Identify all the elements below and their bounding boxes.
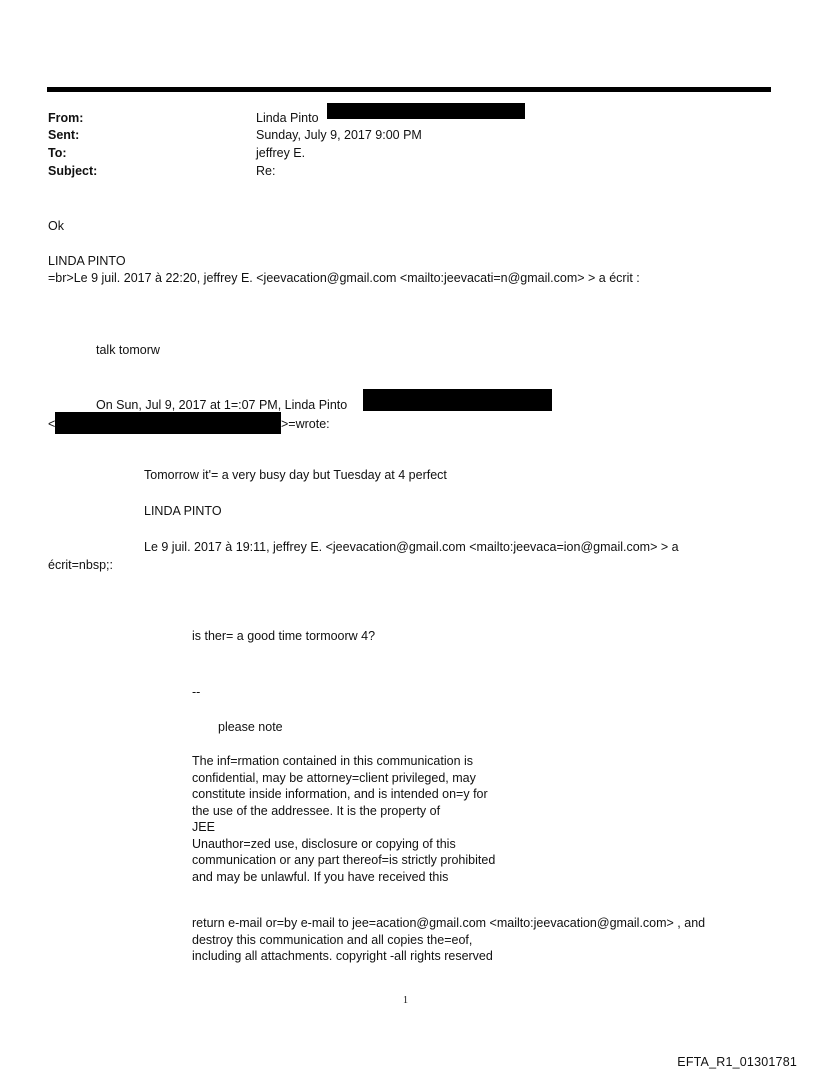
sent-value: Sunday, July 9, 2017 9:00 PM — [256, 128, 422, 142]
disclaimer-line: and may be unlawful. If you have received this — [192, 869, 449, 884]
disclaimer-line: including all attachments. copyright -all rights reserved — [192, 949, 493, 963]
message-text: talk tomorw — [96, 343, 160, 357]
disclaimer-line: The inf=rmation contained in this communication is — [192, 754, 474, 768]
quote-header: >=wrote: — [281, 417, 330, 431]
disclaimer-line: confidential, may be attorney=client privileged, may — [192, 770, 476, 785]
disclaimer-line: return e-mail or=by e-mail to jee=acation@gmail.com <mailto:jeevacation@gmail.com> , and — [192, 916, 706, 930]
disclaimer-block — [192, 753, 495, 885]
signature: LINDA PINTO — [144, 504, 222, 518]
please-note: please note — [218, 720, 283, 734]
to-value: jeffrey E. — [256, 146, 306, 160]
redaction-bar — [327, 103, 525, 119]
signature: LINDA PINTO — [48, 254, 126, 268]
sent-label: Sent: — [48, 128, 80, 142]
disclaimer-line: Unauthor=zed use, disclosure or copying of this — [192, 836, 456, 851]
disclaimer-line: communication or any part thereof=is strictly prohibited — [192, 853, 496, 867]
disclaimer-line: constitute inside information, and is intended on=y for — [192, 787, 488, 801]
message-text: Tomorrow it'= a very busy day but Tuesday at 4 perfect — [144, 468, 447, 482]
from-label: From: — [48, 111, 84, 125]
signature-separator: -- — [192, 685, 201, 699]
quote-header: écrit=nbsp;: — [48, 558, 113, 572]
reply-text: Ok — [48, 219, 64, 233]
quote-header: Le 9 juil. 2017 à 19:11, jeffrey E. <jeevacation@gmail.com <mailto:jeevaca=ion@gmail.com> > a — [144, 540, 679, 554]
disclaimer-line: JEE — [192, 820, 215, 834]
disclaimer-line: the use of the addressee. It is the property of — [192, 803, 441, 818]
quote-header: =br>Le 9 juil. 2017 à 22:20, jeffrey E. <jeevacation@gmail.com <mailto:jeevacati=n@gmail.com> > a écrit : — [48, 271, 640, 285]
disclaimer-block — [192, 915, 705, 965]
subject-label: Subject: — [48, 164, 98, 178]
subject-value: Re: — [256, 164, 276, 178]
to-label: To: — [48, 146, 67, 160]
quote-header: On Sun, Jul 9, 2017 at 1=:07 PM, Linda Pinto — [96, 398, 348, 412]
redaction-bar — [55, 412, 281, 434]
message-text: is ther= a good time tormoorw 4? — [192, 629, 376, 643]
document-id: EFTA_R1_01301781 — [677, 1055, 797, 1069]
disclaimer-line: destroy this communication and all copies the=eof, — [192, 932, 473, 947]
page-number: 1 — [403, 995, 408, 1006]
from-value: Linda Pinto — [256, 111, 319, 125]
header-rule — [47, 87, 771, 92]
document-page: From: Linda Pinto Sent: Sunday, July 9, 2017 9:00 PM To: jeffrey E. Subject: Re: Ok LINDA PINTO =br>Le 9 juil. 2017 à 22:20, jeffrey E. <jeevacation@gmail.com <mailto:jeevacati=n@gmail.com> > a écrit : talk tomorw On Sun, Jul 9, 2017 at 1=:07 PM, Linda Pinto < >=wrote: Tomorrow it'= a very busy day but Tuesday at 4 perfect LINDA PINTO Le 9 juil. 2017 à 19:11, jeffrey E. <jeevacation@gmail.com <mailto:jeevaca=ion@gmail.com> > a écrit=nbsp;: is ther= a good time tormoorw 4? -- please note The inf=rmation contained in this communication is confidential, may be attorney=client privileged, may constitute inside information, and is intended on=y for the use of the addressee. It is the property of JEE Unauthor=zed use, disclosure or copying of this communication or any part thereof=is strictly prohibited and may be unlawful. If you have received this return e-mail or=by e-mail to jee=acation@gmail.com <mailto:jeevacation@gmail.com> , and destroy this communication and all copies the=eof, including all attachments. copyright -all rights reserved 1 EFTA_R1_01301781 — [0, 0, 816, 1073]
redaction-bar — [363, 389, 552, 411]
